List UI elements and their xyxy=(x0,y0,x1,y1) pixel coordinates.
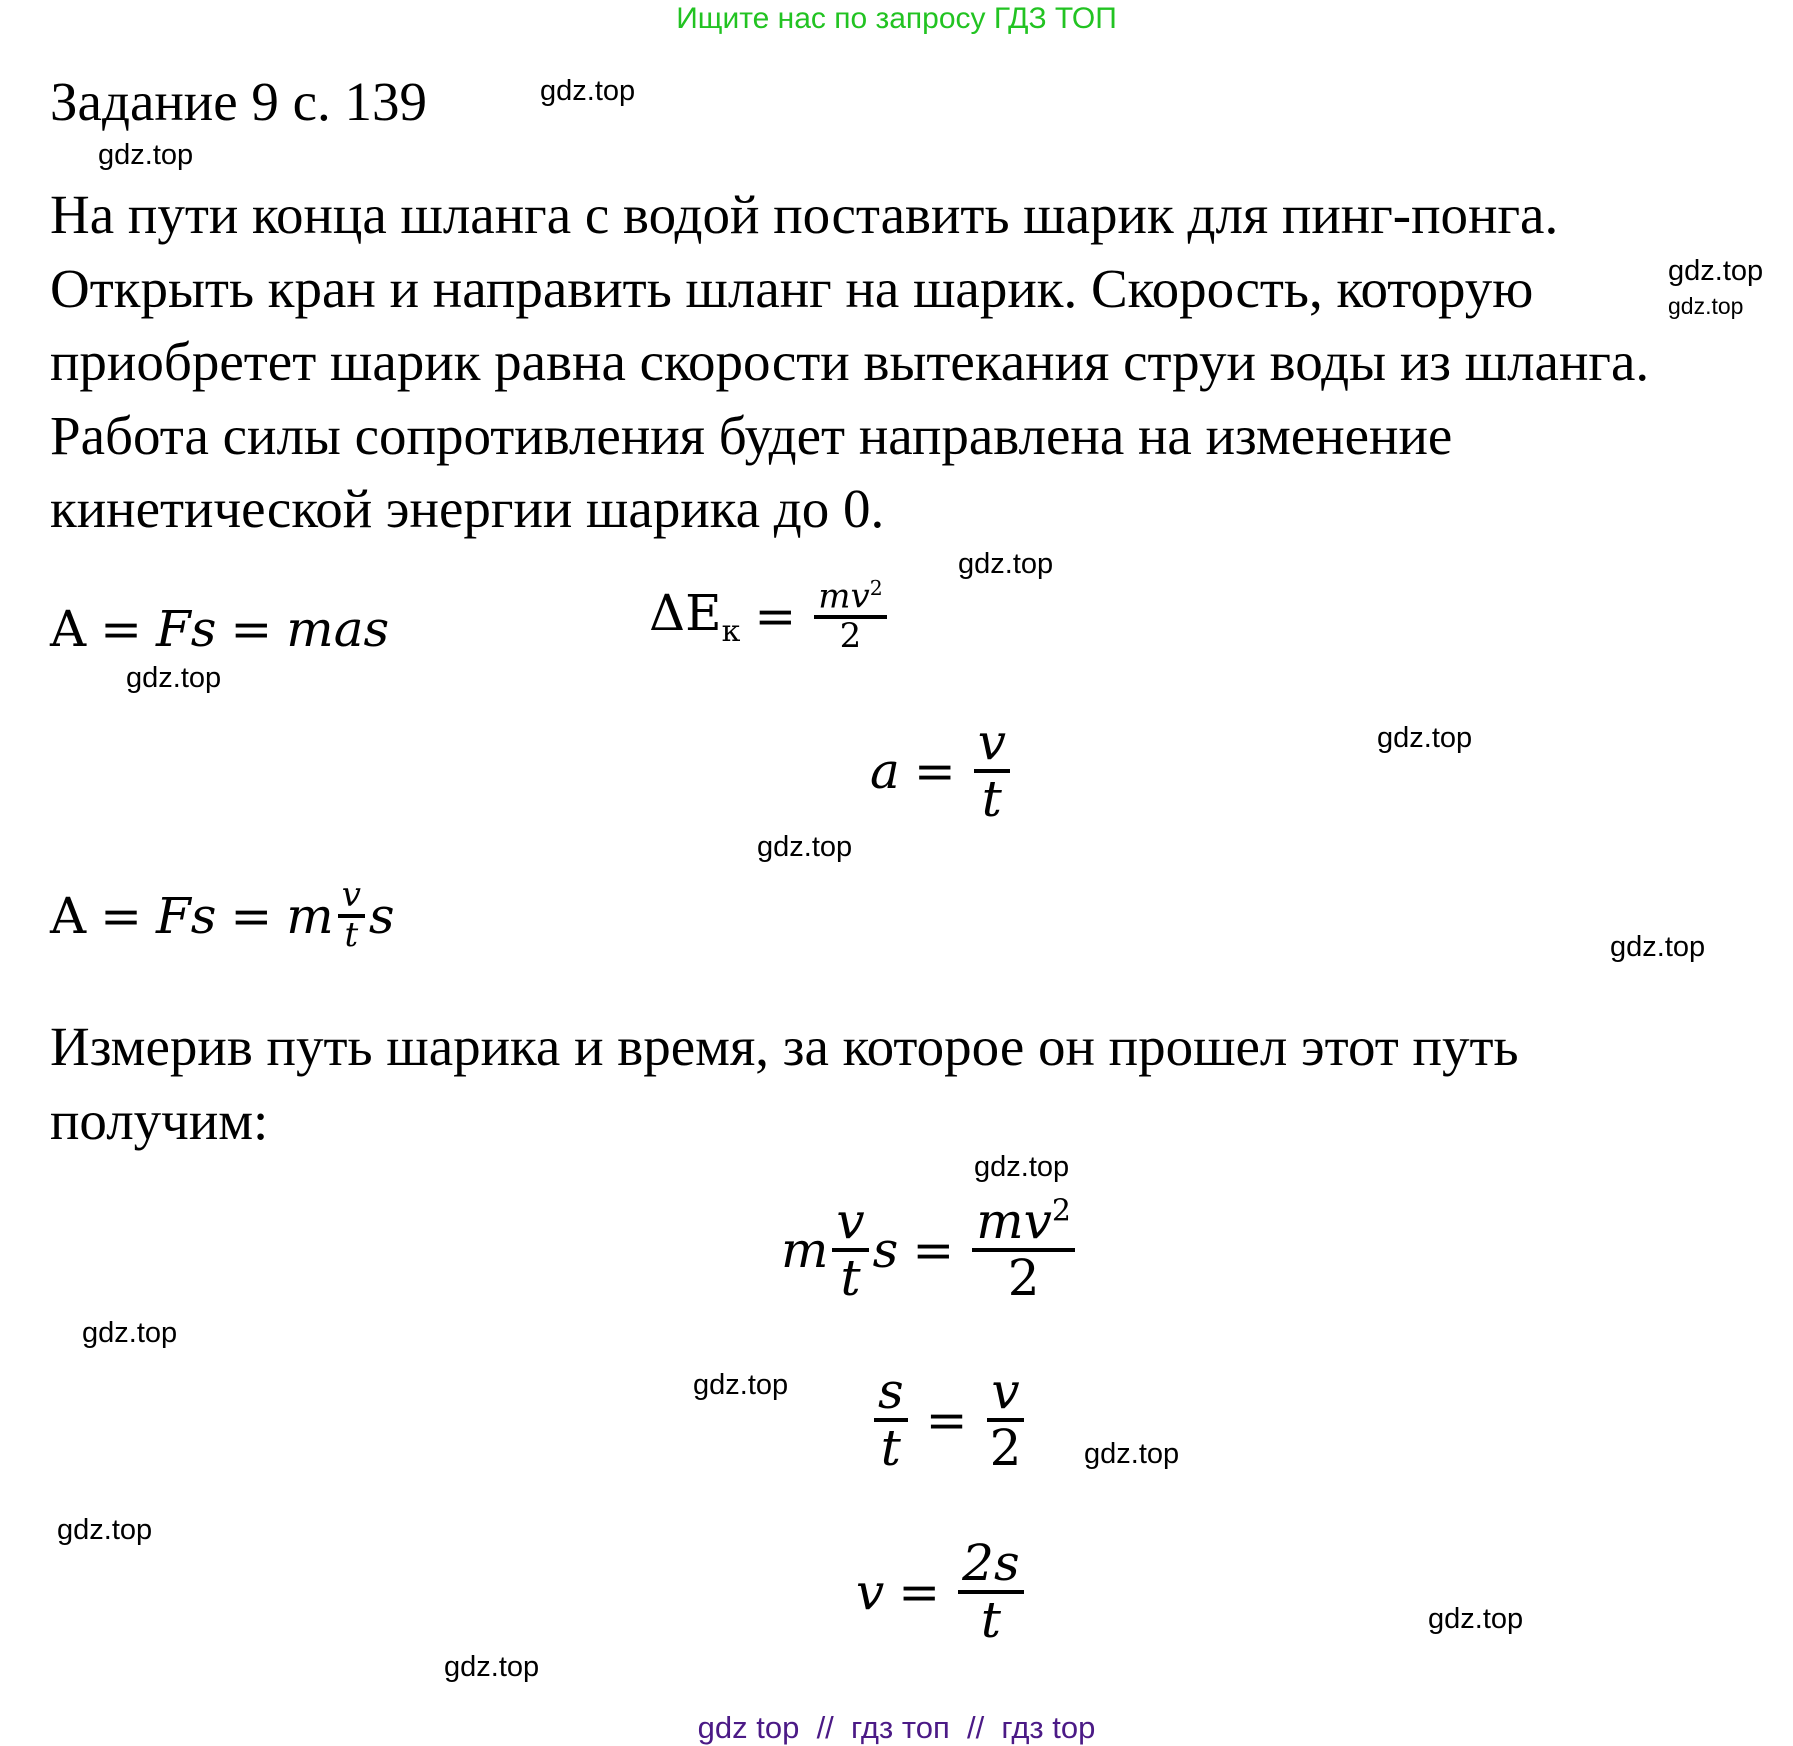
paragraph-intro xyxy=(50,178,1649,546)
text-line: приобретет шарик равна скорости вытекания струи воды из шланга. xyxy=(50,331,1650,392)
denominator: t xyxy=(840,1248,861,1307)
math-subscript: к xyxy=(721,613,741,649)
watermark: gdz.top xyxy=(757,831,853,863)
watermark: gdz.top xyxy=(98,139,194,171)
watermark: gdz.top xyxy=(1668,255,1764,287)
fraction xyxy=(972,1192,1075,1307)
text-line: Открыть кран и направить шланг на шарик. Скорость, которую xyxy=(50,257,1534,319)
math-symbol: m xyxy=(286,886,334,945)
numerator: v xyxy=(987,1365,1023,1422)
numerator: 2s xyxy=(958,1537,1023,1594)
text-line: кинетической энергии шарика до 0. xyxy=(50,478,885,539)
watermark: gdz.top xyxy=(693,1369,789,1401)
watermark: gdz.top xyxy=(1084,1438,1180,1470)
math-operator: = xyxy=(898,1562,941,1621)
exponent: 2 xyxy=(869,576,883,600)
math-symbol: v xyxy=(856,1562,885,1621)
denominator: t xyxy=(980,1590,1001,1649)
watermark: gdz.top xyxy=(958,548,1054,580)
task-title: Задание 9 с. 139 xyxy=(50,71,428,132)
math-symbol: s xyxy=(872,1220,899,1279)
text-line: На пути конца шланга с водой поставить шарик для пинг-понга. xyxy=(50,184,1559,245)
equation-work-substituted xyxy=(50,875,395,955)
numerator: mv xyxy=(818,576,870,617)
math-symbol: s xyxy=(368,886,395,945)
fraction xyxy=(874,1362,908,1477)
math-symbol: ΔE xyxy=(649,583,722,642)
denominator: t xyxy=(344,914,359,955)
fraction xyxy=(832,1192,868,1307)
math-operator: = xyxy=(925,1390,968,1449)
numerator: s xyxy=(874,1365,908,1422)
fraction xyxy=(958,1534,1023,1649)
text-line: получим: xyxy=(50,1089,269,1151)
watermark: gdz.top xyxy=(540,75,636,107)
watermark: gdz.top xyxy=(126,662,222,694)
equation-energy-balance xyxy=(781,1192,1079,1307)
math-symbol: A xyxy=(50,600,87,658)
denominator: 2 xyxy=(989,1418,1022,1477)
math-symbol: m xyxy=(781,1220,829,1279)
text-line: Измерив путь шарика и время, за которое он прошел этот путь xyxy=(50,1016,1519,1077)
equation-velocity xyxy=(856,1534,1028,1649)
equation-work xyxy=(50,600,389,658)
watermark: gdz.top xyxy=(1377,722,1473,754)
numerator: mv xyxy=(976,1192,1052,1250)
math-operator: = xyxy=(754,587,797,646)
text-line: Работа силы сопротивления будет направлена на изменение xyxy=(50,404,1453,466)
watermark: gdz.top xyxy=(1668,293,1744,319)
watermark: gdz.top xyxy=(444,1651,540,1683)
numerator: v xyxy=(832,1195,868,1252)
equation-kinetic-energy xyxy=(649,578,891,655)
watermark: gdz.top xyxy=(1428,1603,1524,1635)
equation-ratio xyxy=(870,1362,1029,1477)
math-symbol: Fs xyxy=(156,886,217,945)
watermark: gdz.top xyxy=(57,1514,153,1546)
math-operator: = xyxy=(913,741,956,800)
numerator: v xyxy=(338,878,365,918)
footer-links: gdz top // гдз топ // гдз top xyxy=(697,1710,1096,1745)
math-operator: = xyxy=(100,600,143,658)
math-symbol: mas xyxy=(286,600,390,658)
denominator: t xyxy=(880,1418,901,1477)
math-symbol: a xyxy=(870,741,900,800)
equation-acceleration xyxy=(870,713,1014,828)
watermark: gdz.top xyxy=(974,1151,1070,1183)
numerator: v xyxy=(974,716,1010,773)
math-symbol: A xyxy=(50,886,87,945)
paragraph-measure xyxy=(50,1010,1519,1157)
denominator: 2 xyxy=(1007,1248,1040,1307)
math-operator: = xyxy=(100,886,143,945)
watermark: gdz.top xyxy=(1610,931,1706,963)
math-operator: = xyxy=(912,1220,955,1279)
math-operator: = xyxy=(230,600,273,658)
exponent: 2 xyxy=(1051,1193,1072,1229)
fraction xyxy=(986,1362,1026,1477)
math-symbol: Fs xyxy=(156,600,217,658)
fraction xyxy=(974,713,1010,828)
watermark: gdz.top xyxy=(82,1317,178,1349)
fraction xyxy=(338,875,365,955)
fraction xyxy=(814,578,886,655)
math-operator: = xyxy=(230,886,273,945)
denominator: t xyxy=(981,769,1002,828)
denominator: 2 xyxy=(839,616,862,657)
search-banner: Ищите нас по запросу ГДЗ ТОП xyxy=(676,2,1117,35)
